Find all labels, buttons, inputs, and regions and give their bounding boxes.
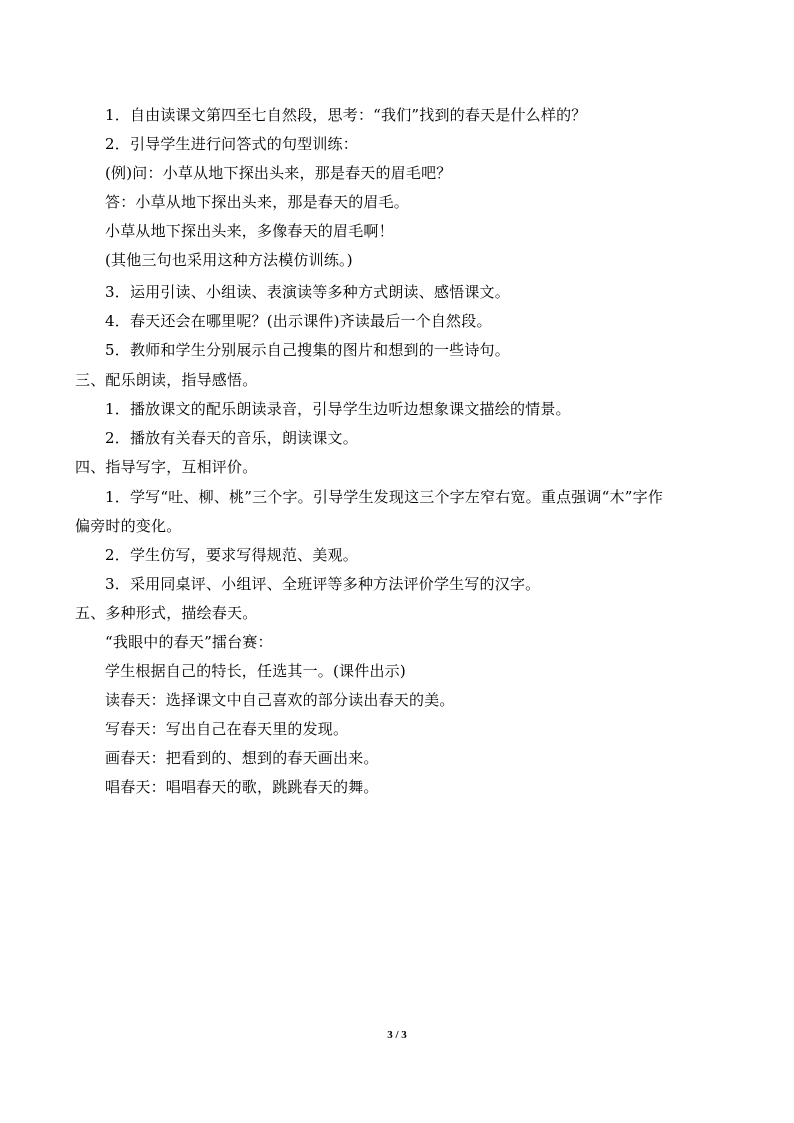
page-number: 3 / 3 [387,1029,407,1041]
example-variant: 小草从地下探出头来，多像春天的眉毛啊！ [105,222,394,240]
list-item: 2．学生仿写，要求写得规范、美观。 [105,546,358,564]
section-heading: 五、多种形式，描绘春天。 [75,604,258,622]
list-item: 1．播放课文的配乐朗读录音，引导学生边听边想象课文描绘的情景。 [105,400,571,418]
option-read: 读春天：选择课文中自己喜欢的部分读出春天的美。 [105,691,455,709]
activity-title: “我眼中的春天”擂台赛： [105,633,273,651]
option-write: 写春天：写出自己在春天里的发现。 [105,720,349,738]
section-heading: 四、指导写字，互相评价。 [75,458,258,476]
list-item-continuation: 偏旁时的变化。 [75,517,182,535]
option-draw: 画春天：把看到的、想到的春天画出来。 [105,749,379,767]
example-question: (例)问：小草从地下探出头来，那是春天的眉毛吧？ [105,164,452,182]
list-item: 1．学写“吐、柳、桃”三个字。引导学生发现这三个字左窄右宽。重点强调“木”字作 [105,488,664,506]
example-answer: 答：小草从地下探出头来，那是春天的眉毛。 [105,193,410,211]
list-item: 2．引导学生进行问答式的句型训练： [105,135,358,153]
paragraph: 学生根据自己的特长，任选其一。(课件出示) [105,662,406,680]
note: (其他三句也采用这种方法模仿训练。) [105,251,353,269]
option-sing: 唱春天：唱唱春天的歌，跳跳春天的舞。 [105,778,379,796]
list-item: 3．采用同桌评、小组评、全班评等多种方法评价学生写的汉字。 [105,575,541,593]
list-item: 1．自由读课文第四至七自然段，思考：“我们”找到的春天是什么样的？ [105,106,587,124]
list-item: 5．教师和学生分别展示自己搜集的图片和想到的一些诗句。 [105,341,510,359]
list-item: 2．播放有关春天的音乐，朗读课文。 [105,429,358,447]
section-heading: 三、配乐朗读，指导感悟。 [75,371,258,389]
list-item: 3．运用引读、小组读、表演读等多种方式朗读、感悟课文。 [105,283,510,301]
list-item: 4．春天还会在哪里呢？(出示课件)齐读最后一个自然段。 [105,312,492,330]
